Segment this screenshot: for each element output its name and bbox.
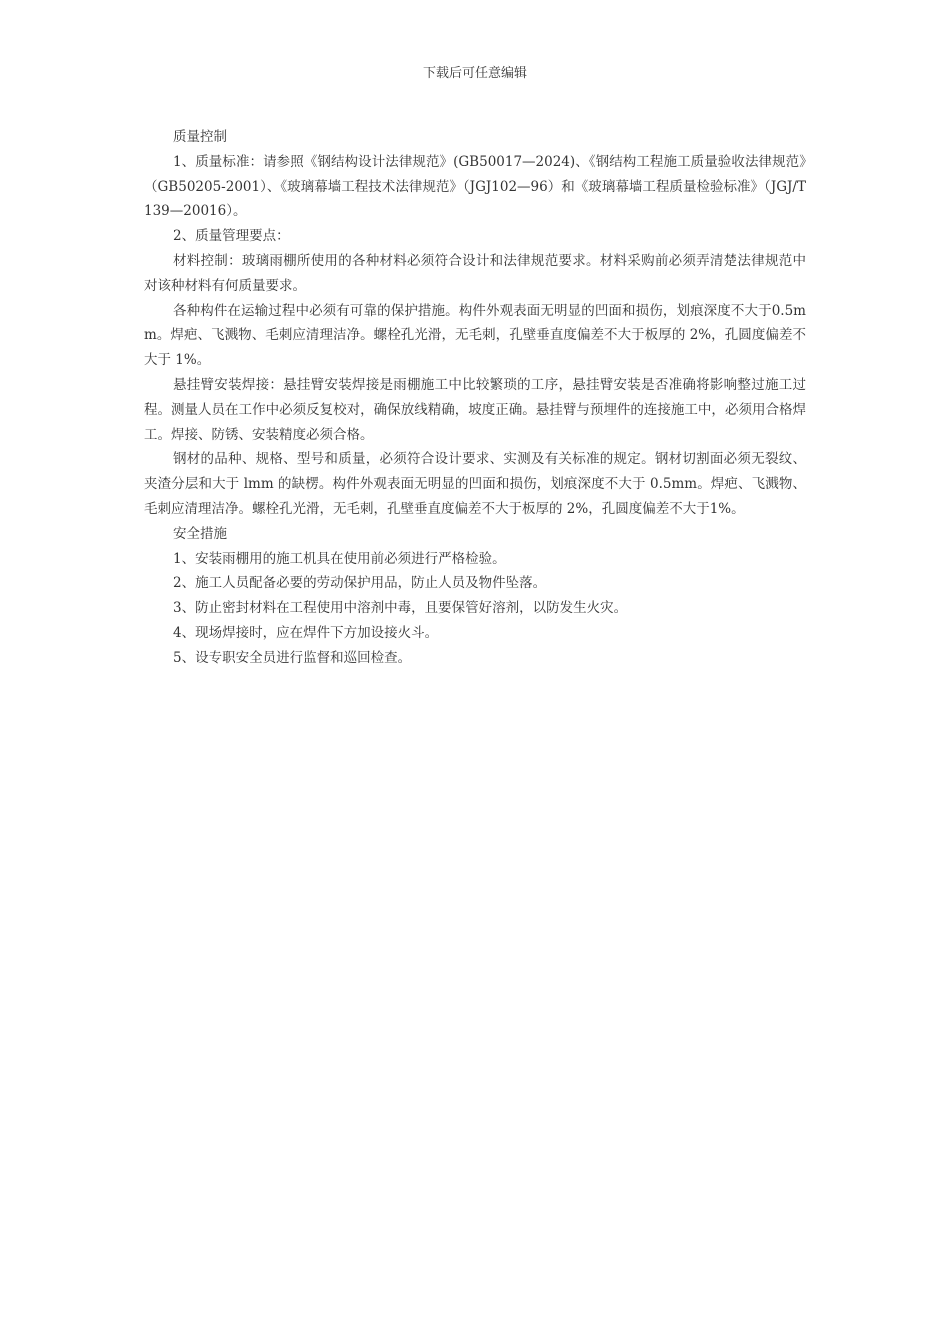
paragraph-quality-standard: 1、质量标准：请参照《钢结构设计法律规范》(GB50017—2024)、《钢结构工程施工质量验收法律规范》（GB50205-2001）、《玻璃幕墙工程技术法律规范》（JGJ102—96）和《玻璃幕墙工程质量检验标准》（JGJ/T139—20016）。 (144, 153, 806, 220)
list-item-safety-4: 4、现场焊接时，应在焊件下方加设接火斗。 (173, 624, 439, 641)
list-item-safety-5: 5、设专职安全员进行监督和巡回检查。 (173, 649, 412, 666)
page-header-note: 下载后可任意编辑 (422, 66, 527, 81)
list-item-safety-3: 3、防止密封材料在工程使用中溶剂中毒，且要保管好溶剂，以防发生火灾。 (173, 600, 628, 617)
document-body (144, 125, 806, 671)
paragraph-quality-management-points: 2、质量管理要点： (173, 228, 290, 245)
list-item-safety-1: 1、安装雨棚用的施工机具在使用前必须进行严格检验。 (173, 550, 506, 567)
section-heading-quality-control: 质量控制 (173, 129, 227, 145)
paragraph-steel-quality: 钢材的品种、规格、型号和质量，必须符合设计要求、实测及有关标准的规定。钢材切割面必须无裂纹、夹渣分层和大于 lmm 的缺楞。构件外观表面无明显的凹面和损伤，划痕深度不大于 0.5mm。焊疤、飞溅物、毛刺应清理洁净。螺栓孔光滑，无毛刺，孔壁垂直度偏差不大于板厚的 2%，孔圆度偏差不大于1%。 (144, 451, 806, 517)
section-heading-safety-measures: 安全措施 (173, 525, 227, 542)
list-item-safety-2: 2、施工人员配备必要的劳动保护用品，防止人员及物件坠落。 (173, 575, 547, 592)
paragraph-cantilever-welding: 悬挂臂安装焊接：悬挂臂安装焊接是雨棚施工中比较繁琐的工序，悬挂臂安装是否准确将影响整过施工过程。测量人员在工作中必须反复校对，确保放线精确，坡度正确。悬挂臂与预埋件的连接施工中，必须用合格焊工。焊接、防锈、安装精度必须合格。 (144, 376, 806, 443)
paragraph-component-transport: 各种构件在运输过程中必须有可靠的保护措施。构件外观表面无明显的凹面和损伤，划痕深度不大于0.5mm。焊疤、飞溅物、毛刺应清理洁净。螺栓孔光滑，无毛刺，孔壁垂直度偏差不大于板厚的 2%，孔圆度偏差不大于 1%。 (144, 302, 806, 369)
paragraph-material-control: 材料控制：玻璃雨棚所使用的各种材料必须符合设计和法律规范要求。材料采购前必须弄清楚法律规范中对该种材料有何质量要求。 (144, 252, 806, 294)
